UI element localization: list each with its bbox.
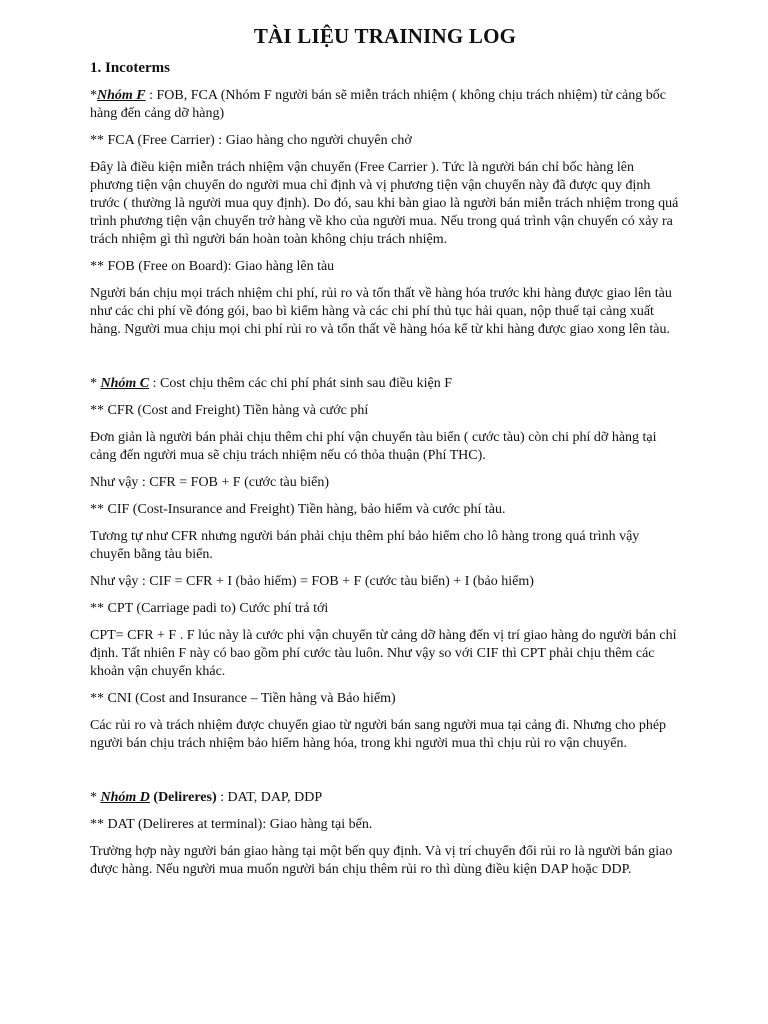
group-f-rest: : FOB, FCA (Nhóm F người bán sẽ miễn trách nhiệm ( không chịu trách nhiệm) từ cảng bốc hàng đến cảng dỡ hàng) [90,88,666,121]
cif-formula: Như vậy : CIF = CFR + I (bảo hiểm) = FOB + F (cước tàu biển) + I (bảo hiểm) [90,574,534,589]
cni-heading: ** CNI (Cost and Insurance – Tiền hàng và Bảo hiểm) [90,691,396,706]
cpt-heading: ** CPT (Carriage padi to) Cước phí trả tới [90,601,329,616]
cif-heading: ** CIF (Cost-Insurance and Freight) Tiền hàng, bảo hiểm và cước phí tàu. [90,502,506,517]
document-page [90,22,680,888]
group-f-intro [90,87,680,123]
fca-heading: ** FCA (Free Carrier) : Giao hàng cho người chuyên chở [90,133,412,148]
group-c-prefix: * [90,376,101,391]
group-c-rest: : Cost chịu thêm các chi phí phát sinh sau điều kiện F [149,376,453,391]
section-spacer [90,348,680,375]
group-d-prefix: * [90,790,101,805]
group-c-name: Nhóm C [100,376,150,391]
fob-heading: ** FOB (Free on Board): Giao hàng lên tàu [90,259,335,274]
group-d-name: Nhóm D [100,790,150,805]
document-title: TÀI LIỆU TRAINING LOG [253,24,517,48]
group-f-name: Nhóm F [97,88,146,103]
cni-body: Các rủi ro và trách nhiệm được chuyển giao từ người bán sang người mua tại cảng đi. Nhưng cho phép người bán chịu trách nhiệm bảo hiểm hàng hóa, trong khi người mua thì chịu rủi ro vận chuyển. [90,718,667,751]
fca-body: Đây là điều kiện miễn trách nhiệm vận chuyển (Free Carrier ). Tức là người bán chỉ bốc hàng lên phương tiện vận chuyển do người mua chỉ định và vị phương tiện vận chuyển này đã được quy định trước ( thường là người mua quy định). Do đó, sau khi bàn giao là người bán miễn trách nhiệm trong quá trình phương tiện vận chuyển trở hàng về kho của người mua. Nếu trong quá trình vận chuyển có xảy ra trách nhiệm gì thì người bán hoàn toàn không chịu trách nhiệm. [90,160,679,247]
section-spacer [90,762,680,789]
section-heading-incoterms: 1. Incoterms [90,60,170,76]
dat-heading: ** DAT (Delireres at terminal): Giao hàng tại bến. [90,817,373,832]
fob-body: Người bán chịu mọi trách nhiệm chi phí, rủi ro và tổn thất về hàng hóa trước khi hàng được giao lên tàu như các chi phí về đóng gói, bao bì kiểm hàng và các chi phí thủ tục hải quan, nộp thuế tại cảng xuất hàng. Người mua chịu mọi chi phí rủi ro và tổn thất về hàng hóa kể từ khi hàng được giao xong lên tàu. [90,286,672,337]
group-d-intro [90,789,680,807]
cfr-formula: Như vậy : CFR = FOB + F (cước tàu biển) [90,475,330,490]
group-f-prefix: * [90,88,97,103]
group-d-rest: : DAT, DAP, DDP [216,790,323,805]
cfr-body: Đơn giản là người bán phải chịu thêm chi phí vận chuyển tàu biển ( cước tàu) còn chi phí dỡ hàng tại cảng đến người mua sẽ chịu trách nhiệm nếu có thỏa thuận (Phí THC). [90,430,657,463]
cfr-heading: ** CFR (Cost and Freight) Tiền hàng và cước phí [90,403,369,418]
dat-body: Trường hợp này người bán giao hàng tại một bến quy định. Và vị trí chuyển đổi rủi ro là người bán giao được hàng. Nếu người mua muốn người bán chịu thêm rủi ro thì dùng điều kiện DAP hoặc DDP. [90,844,673,877]
cpt-body: CPT= CFR + F . F lúc này là cước phi vận chuyển từ cảng dỡ hàng đến vị trí giao hàng do người bán chỉ định. Tất nhiên F này có bao gồm phí cước tàu luôn. Như vậy so với CIF thì CPT phải chịu thêm các khoản vận chuyển khác. [90,628,677,679]
cif-body: Tương tự như CFR nhưng người bán phải chịu thêm phí bảo hiểm cho lô hàng trong quá trình vậy chuyển bằng tàu biển. [90,529,640,562]
group-d-bold-part: (Delireres) [149,790,217,805]
group-c-intro [90,375,680,393]
